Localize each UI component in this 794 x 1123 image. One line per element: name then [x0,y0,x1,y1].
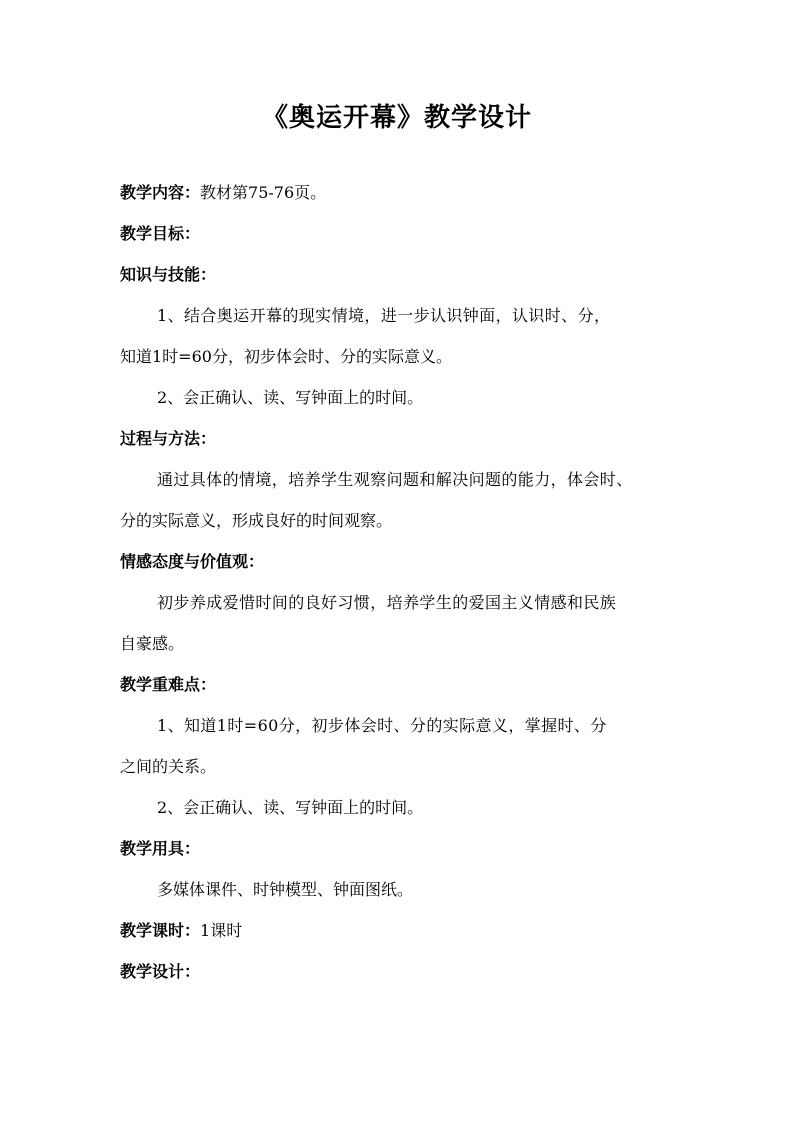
hours-line [120,921,680,941]
process-line-2: 分的实际意义，形成良好的时间观察。 [120,511,393,530]
design-heading: 教学设计： [120,962,201,981]
knowledge-heading: 知识与技能： [120,265,217,284]
emotion-paragraph [120,593,680,654]
document-body [120,183,680,1003]
key-points-heading: 教学重难点： [120,675,217,694]
tools-heading: 教学用具： [120,839,201,858]
key-item-1-line-1: 1、知道1时=60分，初步体会时、分的实际意义，掌握时、分 [157,716,607,735]
key-item-1-line-2: 之间的关系。 [120,757,217,776]
process-line-1: 通过具体的情境，培养学生观察问题和解决问题的能力，体会时、 [157,470,633,489]
teaching-content-value: 教材第75-76页。 [200,183,327,202]
emotion-line-1: 初步养成爱惜时间的良好习惯，培养学生的爱国主义情感和民族 [157,593,617,612]
key-item-1 [120,716,680,777]
knowledge-item-1-line-2: 知道1时=60分，初步体会时、分的实际意义。 [120,347,452,366]
knowledge-item-1 [120,306,680,367]
emotion-line-2: 自豪感。 [120,634,185,653]
hours-value: 1课时 [200,921,243,940]
objectives-heading: 教学目标： [120,224,201,243]
key-item-2: 2、会正确认、读、写钟面上的时间。 [157,798,424,817]
emotion-heading: 情感态度与价值观： [120,552,265,571]
document-title: 《奥运开幕》教学设计 [261,103,532,133]
knowledge-item-1-line-1: 1、结合奥运开幕的现实情境，进一步认识钟面，认识时、分， [157,306,611,325]
process-paragraph [120,470,680,531]
tools-value: 多媒体课件、时钟模型、钟面图纸。 [157,880,414,899]
knowledge-item-2: 2、会正确认、读、写钟面上的时间。 [157,388,424,407]
process-heading: 过程与方法： [120,429,217,448]
hours-label: 教学课时： [120,921,201,940]
teaching-content-label: 教学内容： [120,183,201,202]
teaching-content-line [120,183,680,203]
